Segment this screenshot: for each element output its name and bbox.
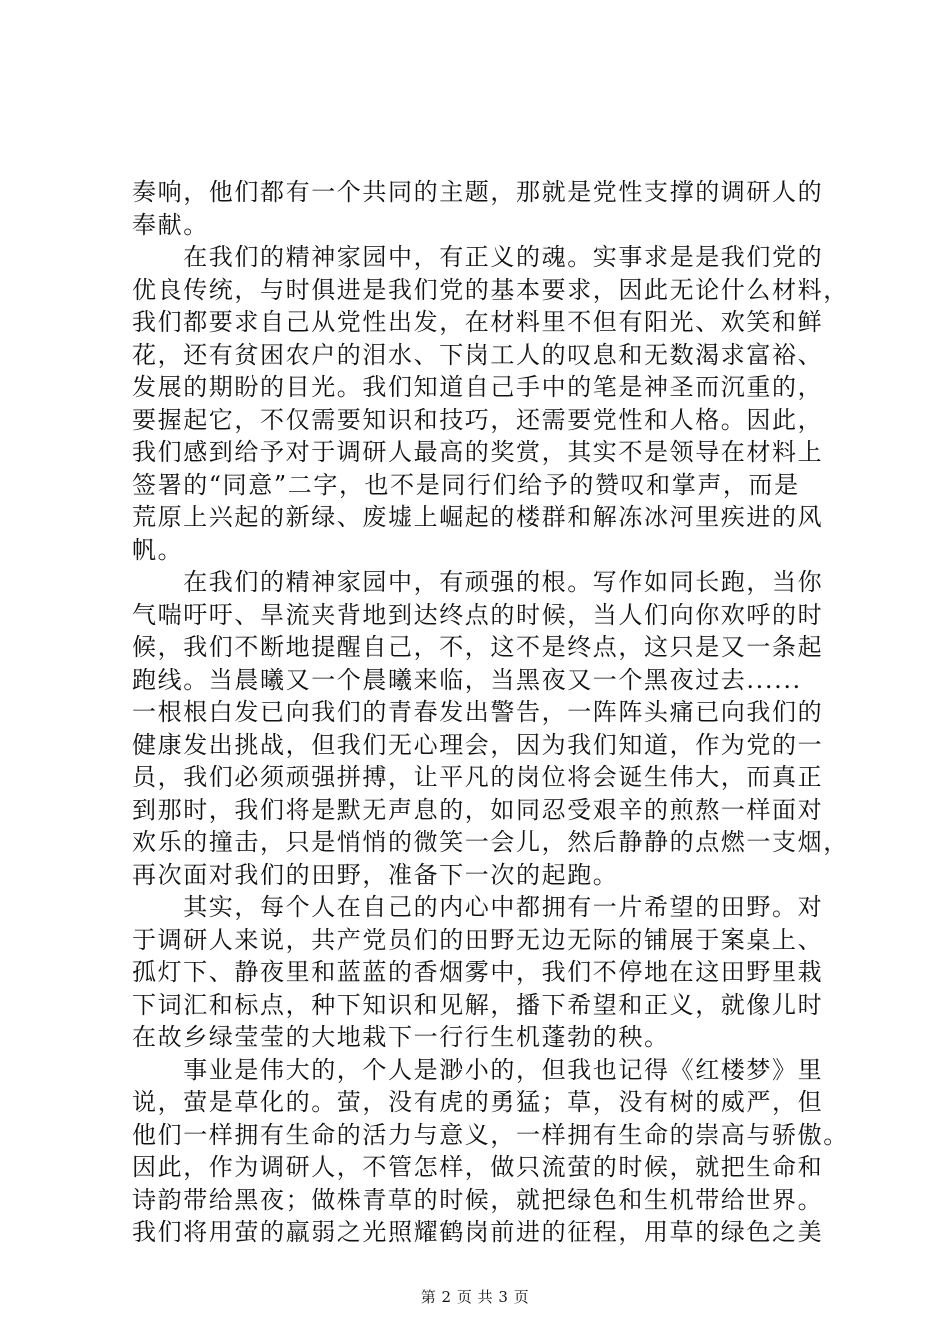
text-line: 签署的“同意”二字，也不是同行们给予的赞叹和掌声，而是 — [132, 470, 800, 499]
text-line: 到那时，我们将是默无声息的，如同忍受艰辛的煎熬一样面对 — [132, 795, 824, 824]
text-line: 说，萤是草化的。萤，没有虎的勇猛；草，没有树的威严，但 — [132, 1088, 824, 1116]
document-body — [132, 176, 849, 1249]
text-line: 优良传统，与时俱进是我们党的基本要求，因此无论什么材料， — [132, 275, 849, 304]
text-line: 在我们的精神家园中，有顽强的根。写作如同长跑，当你 — [132, 568, 824, 596]
text-line: 其实，每个人在自己的内心中都拥有一片希望的田野。对 — [132, 893, 824, 921]
text-line: 欢乐的撞击，只是悄悄的微笑一会儿，然后静静的点燃一支烟， — [132, 828, 849, 856]
text-line: 下词汇和标点，种下知识和见解，播下希望和正义，就像儿时 — [132, 990, 824, 1019]
text-line: 发展的期盼的目光。我们知道自己手中的笔是神圣而沉重的， — [132, 373, 824, 401]
text-line: 员，我们必须顽强拼搏，让平凡的岗位将会诞生伟大，而真正 — [132, 763, 824, 791]
text-line: 事业是伟大的，个人是渺小的，但我也记得《红楼梦》里 — [132, 1055, 824, 1084]
text-line: 奏响，他们都有一个共同的主题，那就是党性支撑的调研人的 — [132, 178, 824, 206]
text-line: 气喘吁吁、旱流夹背地到达终点的时候，当人们向你欢呼的时 — [132, 600, 824, 629]
text-line: 在我们的精神家园中，有正义的魂。实事求是是我们党的 — [132, 243, 824, 271]
text-line: 荒原上兴起的新绿、废墟上崛起的楼群和解冻冰河里疾进的风 — [132, 503, 824, 531]
text-line: 我们感到给予对于调研人最高的奖赏，其实不是领导在材料上 — [132, 438, 824, 466]
text-line: 我们都要求自己从党性出发，在材料里不但有阳光、欢笑和鲜 — [132, 308, 824, 336]
text-line: 我们将用萤的羸弱之光照耀鹤岗前进的征程，用草的绿色之美 — [132, 1218, 824, 1246]
text-line: 再次面对我们的田野，准备下一次的起跑。 — [132, 860, 619, 889]
text-line: 奉献。 — [132, 210, 209, 239]
text-line: 在故乡绿莹莹的大地栽下一行行生机蓬勃的秧。 — [132, 1023, 670, 1051]
text-line: 他们一样拥有生命的活力与意义，一样拥有生命的崇高与骄傲。 — [132, 1120, 849, 1149]
text-line: 因此，作为调研人，不管怎样，做只流萤的时候，就把生命和 — [132, 1153, 824, 1181]
text-line: 一根根白发已向我们的青春发出警告，一阵阵头痛已向我们的 — [132, 698, 824, 726]
text-line: 孤灯下、静夜里和蓝蓝的香烟雾中，我们不停地在这田野里栽 — [132, 958, 824, 986]
page-number-footer: 第 2 页 共 3 页 — [420, 1288, 530, 1306]
text-line: 要握起它，不仅需要知识和技巧，还需要党性和人格。因此， — [132, 405, 824, 434]
text-line: 候，我们不断地提醒自己，不，这不是终点，这只是又一条起 — [132, 633, 824, 661]
text-line: 跑线。当晨曦又一个晨曦来临，当黑夜又一个黑夜过去...... — [132, 665, 802, 694]
text-line: 花，还有贫困农户的泪水、下岗工人的叹息和无数渴求富裕、 — [132, 340, 824, 369]
text-line: 诗韵带给黑夜；做株青草的时候，就把绿色和生机带给世界。 — [132, 1185, 824, 1214]
text-line: 帆。 — [132, 535, 184, 564]
text-line: 于调研人来说，共产党员们的田野无边无际的铺展于案桌上、 — [132, 925, 824, 954]
text-line: 健康发出挑战，但我们无心理会，因为我们知道，作为党的一 — [132, 730, 824, 759]
